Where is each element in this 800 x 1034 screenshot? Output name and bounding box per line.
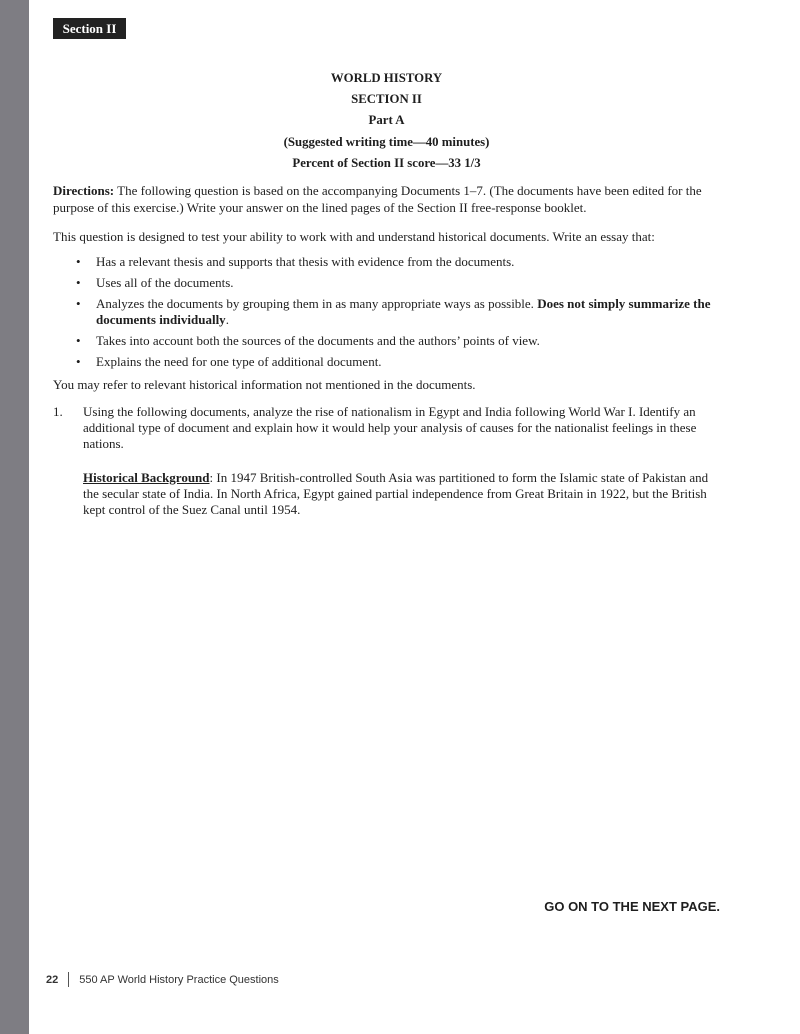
essay-requirements — [53, 254, 723, 375]
directions-text: The following question is based on the accompanying Documents 1–7. (The documents have been edited for the purpose of this exercise.) Write your answer on the lined pages of the Section II free-response booklet. — [53, 183, 702, 215]
footer — [46, 972, 279, 987]
list-item: • Explains the need for one type of additional document. — [53, 354, 723, 370]
question-text: Using the following documents, analyze the rise of nationalism in Egypt and India following World War I. Identify an additional type of document and explain how it would help your analysis of causes for the nationalist feelings in these nations. — [83, 404, 697, 451]
background-label: Historical Background — [83, 470, 210, 485]
go-on-notice: GO ON TO THE NEXT PAGE. — [544, 899, 720, 914]
refer-text: You may refer to relevant historical information not mentioned in the documents. — [53, 377, 476, 392]
list-item: • Takes into account both the sources of the documents and the authors’ points of view. — [53, 333, 723, 349]
section-header — [53, 69, 720, 175]
title-percent: Percent of Section II score—33 1/3 — [292, 155, 481, 170]
page-number: 22 — [46, 973, 59, 986]
title-subject: WORLD HISTORY — [330, 71, 443, 85]
historical-background — [83, 470, 723, 518]
list-item: • Analyzes the documents by grouping them in as many appropriate ways as possible. Does not simply summarize the documents individually. — [53, 296, 723, 328]
title-part: Part A — [368, 113, 405, 128]
intro-text: This question is designed to test your ability to work with and understand historical documents. Write an essay that: — [53, 229, 655, 244]
footer-divider — [68, 972, 69, 987]
directions-label: Directions: — [53, 183, 115, 198]
background-text: : In 1947 British-controlled South Asia was partitioned to form the Islamic state of Pakistan and the secular state of India. In North Africa, Egypt gained partial independence from Great Britain in 1922, but the British kept control of the Suez Canal until 1954. — [83, 470, 709, 517]
section-tab: Section II — [53, 18, 126, 39]
page-edge-bar — [0, 0, 29, 1034]
book-title: 550 AP World History Practice Questions — [79, 973, 279, 986]
title-time: (Suggested writing time—40 minutes) — [283, 134, 490, 149]
question-number: 1. — [53, 404, 63, 419]
list-item: • Has a relevant thesis and supports that thesis with evidence from the documents. — [53, 254, 723, 270]
bold-emphasis: Does not simply summarize the documents individually — [96, 296, 711, 327]
question-1 — [53, 404, 723, 452]
list-item: • Uses all of the documents. — [53, 275, 723, 291]
title-section: SECTION II — [351, 92, 422, 107]
directions — [53, 183, 723, 216]
